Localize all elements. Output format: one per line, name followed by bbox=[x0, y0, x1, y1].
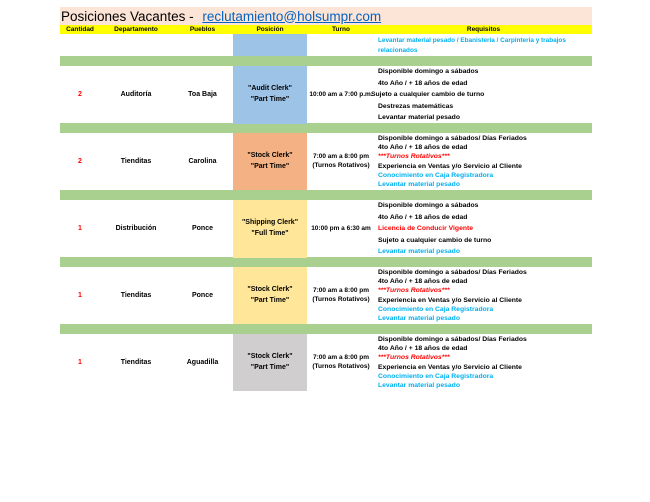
turno-line: (Turnos Rotativos) bbox=[312, 362, 370, 370]
requisito-line: Experiencia en Ventas y/o Servicio al Cliente bbox=[378, 162, 522, 170]
posicion-line: "Audit Clerk" bbox=[248, 85, 292, 93]
cell-cantidad: 1 bbox=[78, 292, 82, 299]
row-separator bbox=[60, 324, 592, 334]
cell-requisitos bbox=[375, 200, 592, 258]
posicion-line: "Part Time" bbox=[250, 363, 290, 371]
requisito-line: Levantar material pesado bbox=[378, 114, 460, 122]
requisito-line: Levantar material pesado bbox=[378, 382, 460, 390]
cell-departamento: Tienditas bbox=[120, 158, 152, 165]
cell-pueblos bbox=[172, 34, 233, 56]
cell-cantidad: 2 bbox=[78, 91, 82, 99]
row-separator bbox=[60, 123, 592, 133]
column-header: Pueblos bbox=[189, 26, 216, 33]
column-header: Requisitos bbox=[466, 26, 501, 33]
cell-turno bbox=[307, 200, 375, 258]
requisito-line: ***Turnos Rotativos*** bbox=[378, 153, 450, 161]
requisito-line: ***Turnos Rotativos*** bbox=[378, 287, 450, 295]
cell-departamento: Distribución bbox=[115, 225, 157, 233]
requisito-line: Experiencia en Ventas y/o Servicio al Cliente bbox=[378, 363, 522, 371]
requisito-line: Conocimiento en Caja Registradora bbox=[378, 171, 494, 179]
row-separator bbox=[60, 257, 592, 267]
cell-departamento: Auditoría bbox=[120, 91, 152, 99]
cell-cantidad: 1 bbox=[78, 359, 82, 366]
cell-turno bbox=[307, 334, 375, 391]
cell-turno bbox=[307, 133, 375, 190]
cell-requisitos bbox=[375, 34, 592, 56]
column-header: Turno bbox=[332, 26, 350, 33]
requisito-line: Conocimiento en Caja Registradora bbox=[378, 372, 494, 380]
requisito-line: 4to Año / + 18 años de edad bbox=[378, 344, 468, 352]
cell-pueblos: Ponce bbox=[191, 292, 213, 299]
table-row bbox=[60, 334, 592, 391]
posicion-line: "Shipping Clerk" bbox=[241, 219, 299, 227]
cell-requisitos bbox=[375, 267, 592, 324]
turno-line: 10:00 pm a 6:30 am bbox=[311, 224, 371, 232]
title-bar bbox=[60, 7, 592, 25]
page-title: Posiciones Vacantes - bbox=[61, 8, 198, 24]
cell-turno bbox=[307, 34, 375, 56]
cell-turno bbox=[307, 267, 375, 324]
requisito-line: Levantar material pesado bbox=[378, 181, 460, 189]
requisito-line: Levantar material pesado bbox=[378, 315, 460, 323]
cell-departamento: Tienditas bbox=[120, 292, 152, 299]
posicion-line: "Full Time" bbox=[251, 229, 289, 237]
cell-posicion bbox=[233, 133, 307, 190]
table-row bbox=[60, 66, 592, 123]
requisito-line: Experiencia en Ventas y/o Servicio al Cliente bbox=[378, 296, 522, 304]
cell-departamento: Tienditas bbox=[120, 359, 152, 366]
requisito-line: Conocimiento en Caja Registradora bbox=[378, 305, 494, 313]
table-body bbox=[60, 34, 592, 391]
table-row bbox=[60, 133, 592, 190]
cell-departamento bbox=[100, 34, 172, 56]
cell-pueblos: Toa Baja bbox=[188, 91, 217, 99]
cell-posicion bbox=[233, 34, 307, 56]
posicion-line: "Part Time" bbox=[250, 162, 290, 170]
cell-cantidad: 2 bbox=[78, 158, 82, 165]
column-header: Departamento bbox=[114, 26, 158, 33]
posicion-line: "Stock Clerk" bbox=[247, 352, 293, 360]
table-row bbox=[60, 267, 592, 324]
table-row bbox=[60, 200, 592, 257]
requisito-line: Levantar material pesado / Ebanistería / Carpintería y trabajos relacionados bbox=[378, 37, 566, 54]
requisito-line: 4to Año / + 18 años de edad bbox=[378, 277, 468, 285]
requisito-line: Destrezas matemáticas bbox=[378, 102, 454, 110]
requisito-line: 4to Año / + 18 años de edad bbox=[378, 213, 468, 221]
turno-line: 10:00 am a 7:00 p.m. bbox=[309, 90, 373, 98]
requisito-line: Disponible domingo a sábados bbox=[378, 202, 479, 209]
cell-pueblos: Carolina bbox=[188, 158, 217, 165]
cell-requisitos bbox=[375, 133, 592, 190]
requisito-line: 4to Año / + 18 años de edad bbox=[378, 79, 468, 87]
cell-requisitos bbox=[371, 66, 592, 124]
column-header: Cantidad bbox=[66, 26, 94, 33]
row-separator bbox=[60, 56, 592, 66]
cell-turno bbox=[307, 66, 375, 124]
table-row bbox=[60, 34, 592, 56]
cell-pueblos: Ponce bbox=[191, 225, 213, 233]
turno-line: 7:00 am a 8:00 pm bbox=[312, 152, 369, 160]
row-separator bbox=[60, 190, 592, 200]
cell-pueblos: Aguadilla bbox=[186, 359, 219, 366]
cell-cantidad: 1 bbox=[78, 225, 82, 233]
cell-posicion bbox=[233, 200, 307, 258]
posicion-line: "Part Time" bbox=[250, 95, 290, 103]
recruitment-email-link[interactable]: reclutamiento@holsumpr.com bbox=[202, 8, 382, 24]
turno-line: (Turnos Rotativos) bbox=[312, 295, 370, 303]
cell-requisitos bbox=[375, 334, 592, 391]
posicion-line: "Stock Clerk" bbox=[247, 151, 293, 159]
requisito-line: Sujeto a cualquier cambio de turno bbox=[371, 91, 485, 99]
cell-posicion bbox=[233, 267, 307, 324]
requisito-line: Disponible domingo a sábados/ Días Feriados bbox=[378, 335, 527, 343]
requisito-line: Disponible domingo a sábados/ Días Feriados bbox=[378, 134, 527, 142]
requisito-line: Disponible domingo a sábados/ Días Feriados bbox=[378, 268, 527, 276]
posicion-line: "Part Time" bbox=[250, 296, 290, 304]
turno-line: 7:00 am a 8:00 pm bbox=[312, 286, 369, 294]
cell-posicion bbox=[233, 334, 307, 391]
turno-line: (Turnos Rotativos) bbox=[312, 161, 370, 169]
requisito-line: ***Turnos Rotativos*** bbox=[378, 354, 450, 362]
requisito-line: Levantar material pesado bbox=[378, 248, 460, 256]
requisito-line: Sujeto a cualquier cambio de turno bbox=[378, 236, 492, 244]
vacancies-sheet bbox=[60, 7, 592, 391]
cell-cantidad bbox=[60, 34, 100, 56]
requisito-line: 4to Año / + 18 años de edad bbox=[378, 143, 468, 151]
table-header bbox=[60, 25, 592, 34]
posicion-line: "Stock Clerk" bbox=[247, 285, 293, 293]
requisito-line: Disponible domingo a sábados bbox=[378, 68, 479, 75]
column-header: Posición bbox=[256, 26, 284, 33]
cell-posicion bbox=[233, 66, 307, 124]
turno-line: 7:00 am a 8:00 pm bbox=[312, 353, 369, 361]
requisito-line: Licencia de Conducir Vigente bbox=[378, 225, 474, 233]
